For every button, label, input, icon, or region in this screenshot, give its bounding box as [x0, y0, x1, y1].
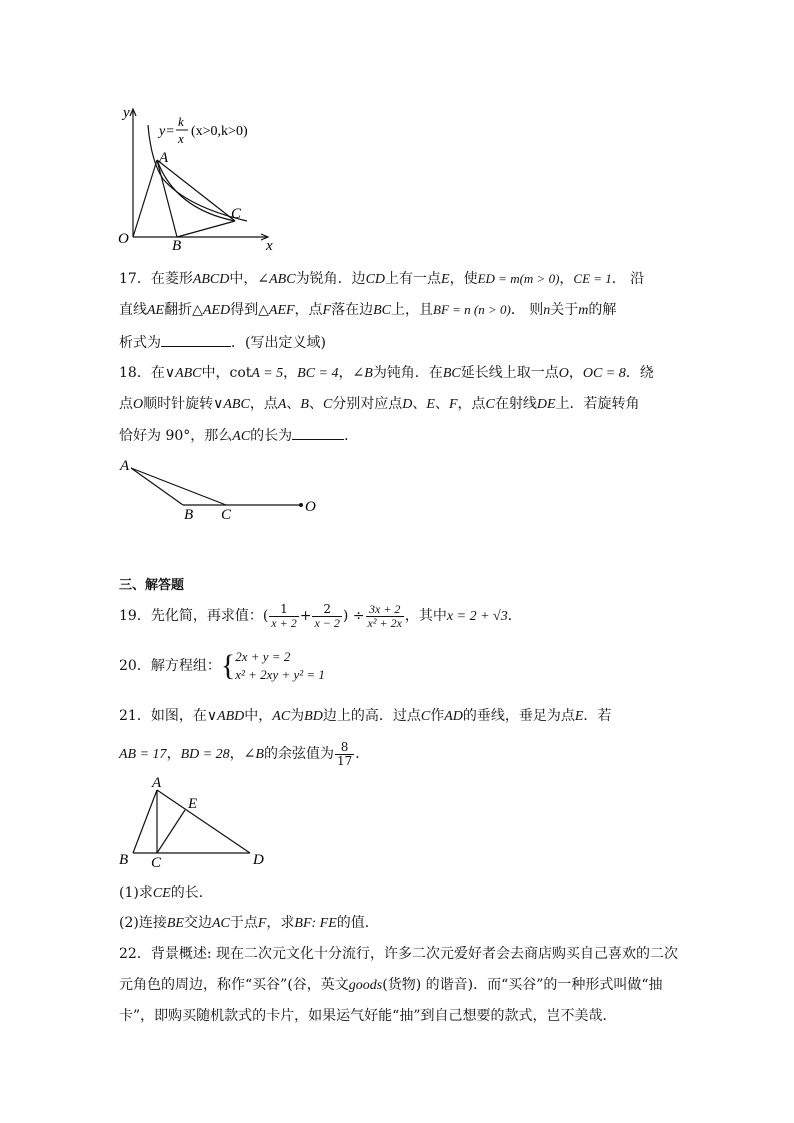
equation-2: x² + 2xy + y² = 1 — [235, 667, 325, 682]
point-c-label: C — [221, 507, 232, 523]
q17-line2: 直线AE翻折△AED得到△AEF，点F落在边BC上，且BF = n (n > 0)． 则n关于m的解 — [119, 302, 617, 318]
y-axis-label: y — [123, 105, 130, 121]
point-a-label: A — [159, 150, 169, 166]
q22-line2: 元角色的周边，称作“买谷”(谷，英文goods(货物) 的谐音)．而“买谷”的一种形式叫做“抽 — [119, 977, 663, 993]
function-numerator: k — [178, 114, 184, 129]
function-condition: (x>0,k>0) — [191, 124, 248, 139]
x-axis-label: x — [266, 238, 273, 254]
point-o-label: O — [305, 499, 316, 515]
q17-line1: 17．在菱形ABCD中，∠ABC为锐角．边CD上有一点E，使ED = m(m > 0)，CE = 1． 沿 — [119, 271, 645, 287]
point-a-label: A — [152, 775, 162, 791]
q18-line1: 18．在∨ABC中，cotA = 5，BC = 4，∠B为钝角．在BC延长线上取一点O，OC = 8．绕 — [119, 365, 654, 381]
triangle-abd-figure — [115, 775, 275, 870]
q20-line: 20．解方程组：{ 2x + y = 2 x² + 2xy + y² = 1 — [119, 649, 325, 682]
section-title: 三、解答题 — [119, 578, 185, 593]
q21-line1: 21．如图，在∨ABD中，AC为BD边上的高．过点C作AD的垂线，垂足为点E．若 — [119, 708, 612, 724]
point-a-label: A — [120, 458, 130, 474]
answer-blank — [161, 332, 231, 347]
q18-line2: 点O顺时针旋转∨ABC，点A、B、C分别对应点D、E、F，点C在射线DE上．若旋转角 — [119, 396, 640, 412]
point-b-label: B — [184, 507, 194, 523]
q21-part1: (1)求CE的长． — [119, 885, 213, 901]
point-o-dot — [299, 503, 303, 507]
point-e-label: E — [188, 796, 198, 812]
point-b-label: B — [172, 238, 182, 254]
hyperbola-figure — [115, 105, 295, 255]
equation-1: 2x + y = 2 — [235, 649, 291, 664]
function-denominator: x — [178, 131, 184, 146]
answer-blank — [292, 425, 344, 440]
origin-label: O — [118, 231, 129, 247]
point-d-label: D — [253, 852, 264, 868]
point-c-label: C — [231, 206, 242, 222]
q17-line3: 析式为 ．(写出定义域) — [119, 332, 326, 353]
point-c-label: C — [151, 855, 162, 870]
q18-line3: 恰好为 90°，那么AC的长为 ． — [119, 425, 358, 447]
triangle-abc-o-figure — [115, 455, 325, 525]
q22-line3: 卡”，即购买随机款式的卡片，如果运气好能“抽”到自己想要的款式，岂不美哉． — [119, 1008, 617, 1024]
q19-line: 19．先化简，再求值：( $\frac{1}{x + 2}$ + $\frac{2}{x - 2}$ ) ÷ $\frac{3x + 2}{\text{x² + 2x}}$ ，其中x = 2 + √3． — [119, 601, 522, 630]
q21-line2: AB = 17，BD = 28，∠B的余弦值为 $\frac{8}{17}$ ． — [119, 739, 370, 768]
q22-line1: 22．背景概述: 现在二次元文化十分流行，许多二次元爱好者会去商店购买自己喜欢的二次 — [119, 946, 678, 962]
point-b-label: B — [119, 852, 129, 868]
function-lhs: y= — [159, 124, 175, 139]
q21-part2: (2)连接BE交边AC于点F，求BF: FE的值． — [119, 915, 379, 931]
